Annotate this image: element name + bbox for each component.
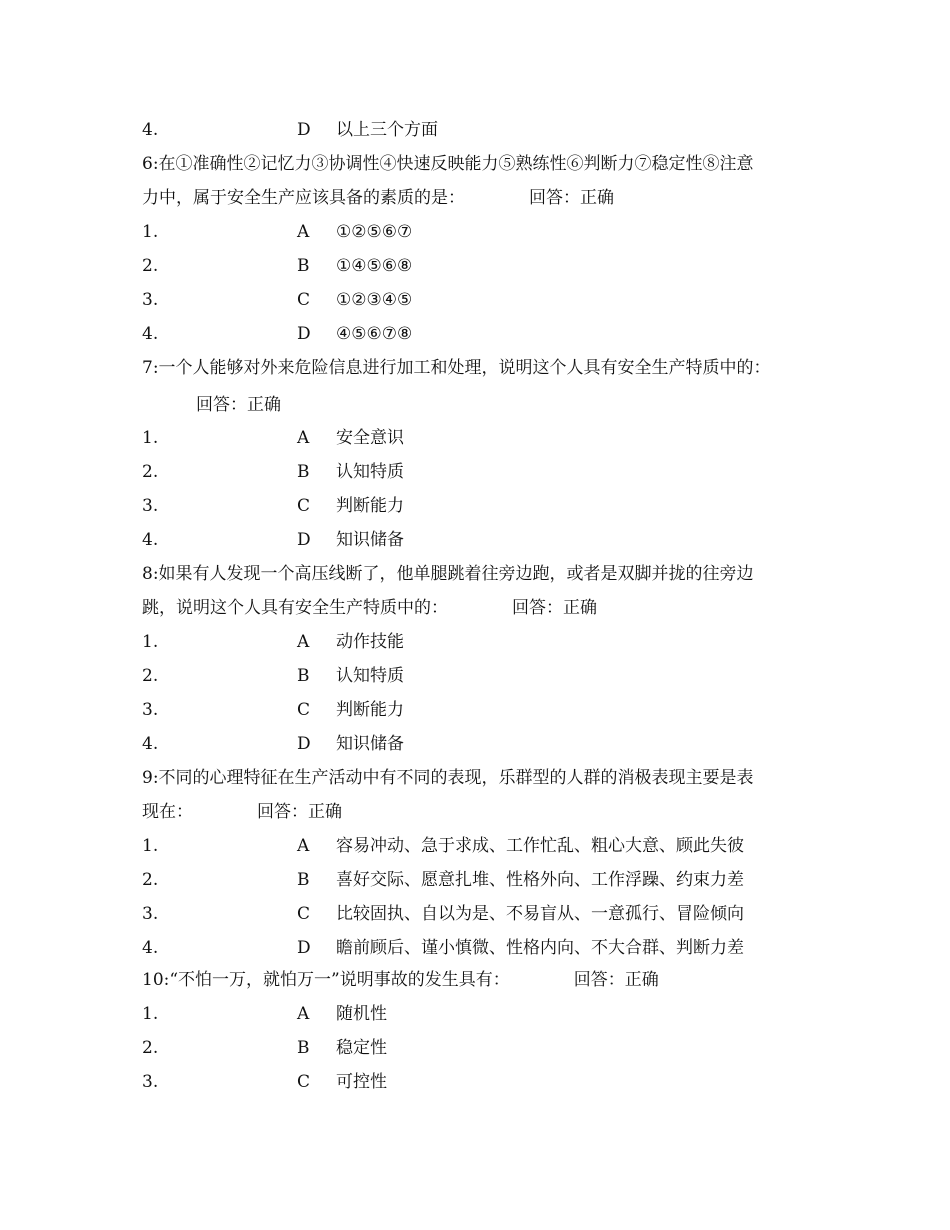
option-row — [142, 249, 842, 283]
option-number: 4. — [142, 324, 159, 344]
option-row — [142, 829, 842, 863]
option-number: 1. — [142, 222, 159, 242]
question-8-text: 8:如果有人发现一个高压线断了，他单腿跳着往旁边跑，或者是双脚并拢的往旁边 — [142, 564, 754, 584]
option-row — [142, 317, 842, 351]
option-number: 2. — [142, 1038, 159, 1058]
option-letter: C — [297, 904, 311, 924]
option-text: 随机性 — [336, 1004, 387, 1024]
option-letter: A — [297, 1004, 310, 1024]
option-row — [142, 659, 842, 693]
option-number: 2. — [142, 666, 159, 686]
option-text: ①②③④⑤ — [336, 290, 413, 310]
option-letter: C — [297, 290, 311, 310]
option-text: 知识储备 — [336, 734, 404, 754]
option-number: 3. — [142, 1072, 159, 1092]
question-text: 力中，属于安全生产应该具备的素质的是： — [142, 188, 465, 208]
question-7-text: 7:一个人能够对外来危险信息进行加工和处理，说明这个人具有安全生产特质中的： — [142, 358, 771, 378]
option-letter: D — [297, 734, 311, 754]
option-number: 3. — [142, 290, 159, 310]
option-number: 1. — [142, 428, 159, 448]
option-text: 动作技能 — [336, 632, 404, 652]
option-number: 1. — [142, 632, 159, 652]
option-letter: A — [297, 836, 310, 856]
question-text: 10:“不怕一万，就怕万一”说明事故的发生具有： — [142, 970, 510, 990]
option-row — [142, 1031, 842, 1065]
question-text: 现在： — [142, 802, 193, 822]
option-number: 4. — [142, 120, 159, 140]
option-row — [142, 625, 842, 659]
answer-status: 回答：正确 — [257, 802, 342, 822]
option-row — [142, 863, 842, 897]
option-letter: D — [297, 938, 311, 958]
option-number: 2. — [142, 870, 159, 890]
option-text: 可控性 — [336, 1072, 387, 1092]
option-row — [142, 693, 842, 727]
option-row — [142, 1065, 842, 1099]
option-row — [142, 421, 842, 455]
question-9-text-cont — [142, 795, 342, 829]
option-row — [142, 897, 842, 931]
option-text: 认知特质 — [336, 666, 404, 686]
option-letter: C — [297, 700, 311, 720]
option-letter: B — [297, 462, 310, 482]
option-letter: D — [297, 324, 311, 344]
answer-status: 回答：正确 — [573, 970, 659, 990]
option-number: 1. — [142, 1004, 159, 1024]
option-text: 喜好交际、愿意扎堆、性格外向、工作浮躁、约束力差 — [336, 870, 744, 890]
option-letter: B — [297, 870, 310, 890]
answer-status: 回答：正确 — [512, 598, 597, 618]
option-text: 容易冲动、急于求成、工作忙乱、粗心大意、顾此失彼 — [336, 836, 744, 856]
option-row — [142, 489, 842, 523]
option-text: 瞻前顾后、谨小慎微、性格内向、不大合群、判断力差 — [336, 938, 744, 958]
option-row — [142, 931, 842, 965]
question-10-text — [142, 963, 659, 997]
option-number: 3. — [142, 700, 159, 720]
option-number: 3. — [142, 496, 159, 516]
option-number: 4. — [142, 530, 159, 550]
option-letter: C — [297, 496, 311, 516]
option-row — [142, 727, 842, 761]
option-text: 判断能力 — [336, 496, 404, 516]
option-text: 判断能力 — [336, 700, 404, 720]
option-number: 4. — [142, 938, 159, 958]
option-number: 1. — [142, 836, 159, 856]
option-letter: B — [297, 256, 310, 276]
option-row — [142, 283, 842, 317]
option-text: 安全意识 — [336, 428, 404, 448]
option-text: ④⑤⑥⑦⑧ — [336, 324, 413, 344]
option-row — [142, 455, 842, 489]
option-letter: D — [297, 120, 311, 140]
question-9-text: 9:不同的心理特征在生产活动中有不同的表现，乐群型的人群的消极表现主要是表 — [142, 768, 754, 788]
option-letter: D — [297, 530, 311, 550]
option-number: 4. — [142, 734, 159, 754]
option-letter: B — [297, 1038, 310, 1058]
option-row — [142, 997, 842, 1031]
question-6-text: 6:在①准确性②记忆力③协调性④快速反映能力⑤熟练性⑥判断力⑦稳定性⑧注意 — [142, 154, 754, 174]
option-text: ①④⑤⑥⑧ — [336, 256, 413, 276]
option-letter: A — [297, 632, 310, 652]
option-number: 2. — [142, 462, 159, 482]
option-number: 3. — [142, 904, 159, 924]
question-text: 跳，说明这个人具有安全生产特质中的： — [142, 598, 448, 618]
option-letter: B — [297, 666, 310, 686]
option-text: ①②⑤⑥⑦ — [336, 222, 413, 242]
option-text: 比较固执、自以为是、不易盲从、一意孤行、冒险倾向 — [336, 904, 744, 924]
question-6-text-cont — [142, 181, 614, 215]
option-number: 2. — [142, 256, 159, 276]
option-letter: C — [297, 1072, 311, 1092]
option-text: 以上三个方面 — [336, 120, 438, 140]
option-text: 认知特质 — [336, 462, 404, 482]
option-row — [142, 113, 842, 147]
option-letter: A — [297, 428, 310, 448]
option-text: 知识储备 — [336, 530, 404, 550]
option-text: 稳定性 — [336, 1038, 387, 1058]
answer-status: 回答：正确 — [196, 395, 281, 415]
option-letter: A — [297, 222, 310, 242]
question-8-text-cont — [142, 591, 597, 625]
option-row — [142, 215, 842, 249]
answer-status: 回答：正确 — [529, 188, 614, 208]
option-row — [142, 523, 842, 557]
